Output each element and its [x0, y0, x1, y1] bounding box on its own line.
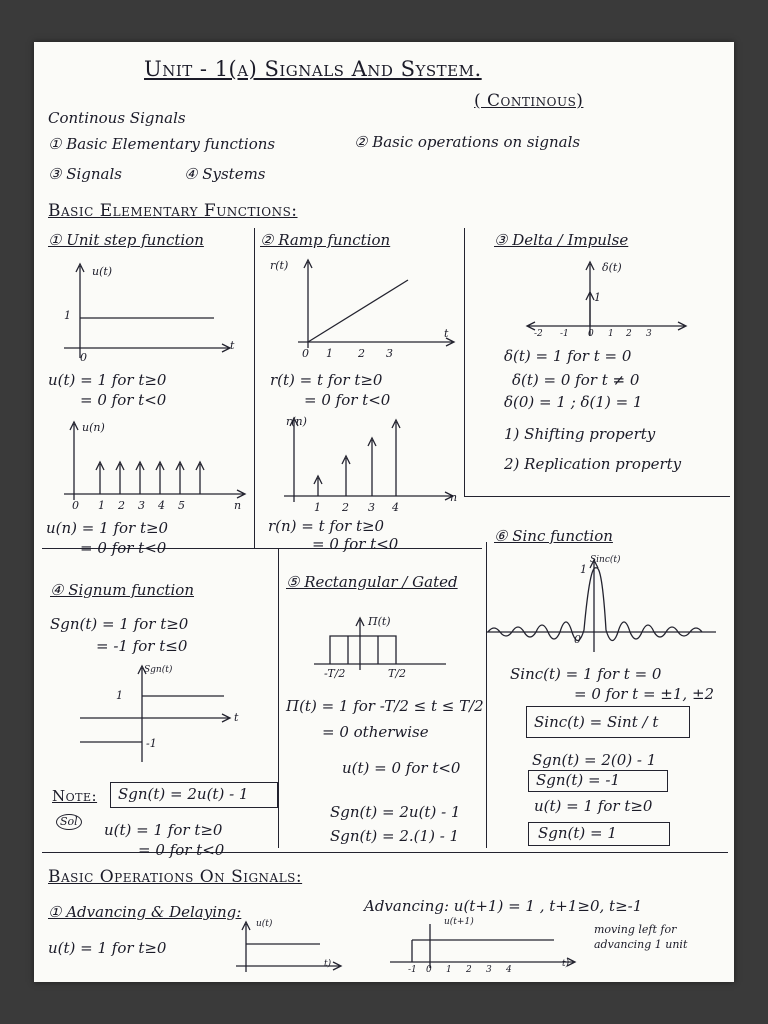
step-title: ① Unit step function — [48, 231, 204, 249]
signum-pos: 1 — [116, 689, 123, 702]
ramp-ddef-1: r(n) = t for t≥0 — [268, 517, 385, 535]
notebook-page — [34, 42, 734, 982]
divider — [464, 228, 465, 496]
delta-tick: -1 — [560, 329, 569, 339]
topic-line: Continous Signals — [48, 109, 186, 127]
ops-tick: -1 — [408, 965, 417, 975]
step-nlabel: n — [234, 499, 242, 512]
signum-ylabel: Sgn(t) — [144, 665, 173, 675]
delta-tick: 0 — [588, 329, 594, 339]
step-tick: 2 — [118, 499, 125, 512]
delta-tick: 1 — [608, 329, 614, 339]
delta-tick: 2 — [626, 329, 632, 339]
sinc-sol-4: Sgn(t) = 1 — [538, 824, 617, 842]
ramp-tick: 1 — [326, 347, 333, 360]
ops-tl1: t) — [324, 959, 332, 969]
ramp-tick: 2 — [358, 347, 365, 360]
step-dlabel: u(n) — [82, 421, 105, 434]
ramp-dtick: 3 — [368, 501, 375, 514]
note-formula: Sgn(t) = 2u(t) - 1 — [118, 785, 249, 803]
rect-left: -T/2 — [324, 667, 346, 680]
delta-ylabel: δ(t) — [602, 261, 622, 274]
step-tlabel: t — [230, 339, 235, 352]
ramp-tlabel: t — [444, 327, 449, 340]
topic-item-3: ③ Signals — [48, 165, 122, 183]
signum-sol-1: u(t) = 1 for t≥0 — [104, 821, 223, 839]
sinc-formula: Sinc(t) = Sint / t — [534, 713, 659, 731]
ops-yl2: u(t+1) — [444, 917, 474, 927]
ramp-dtick: 4 — [392, 501, 399, 514]
section-basic-functions: Basic Elementary Functions: — [48, 201, 298, 221]
divider — [464, 496, 730, 497]
rect-def-2: = 0 otherwise — [322, 723, 429, 741]
sinc-sol-2: Sgn(t) = -1 — [536, 771, 620, 789]
delta-property-2: 2) Replication property — [504, 455, 682, 473]
step-origin: 0 — [80, 351, 87, 364]
divider — [278, 548, 279, 848]
topic-item-2: ② Basic operations on signals — [354, 133, 581, 151]
step-one: 1 — [64, 309, 71, 322]
sinc-def-2: = 0 for t = ±1, ±2 — [574, 685, 715, 703]
signum-sol-2: = 0 for t<0 — [138, 841, 225, 859]
ops-tick: 1 — [446, 965, 452, 975]
rect-right: T/2 — [388, 667, 407, 680]
ops-step-plot — [230, 918, 350, 974]
ops-tick: 3 — [486, 965, 492, 975]
ramp-discrete-plot — [270, 414, 458, 510]
signum-def-2: = -1 for t≤0 — [96, 637, 188, 655]
topic-item-1: ① Basic Elementary functions — [48, 135, 276, 153]
step-def-1: u(t) = 1 for t≥0 — [48, 371, 167, 389]
ramp-plot — [268, 256, 458, 356]
sinc-def-1: Sinc(t) = 1 for t = 0 — [510, 665, 662, 683]
ops-def-1: u(t) = 1 for t≥0 — [48, 939, 167, 957]
section-basic-operations: Basic Operations On Signals: — [48, 867, 303, 887]
ramp-def-1: r(t) = t for t≥0 — [270, 371, 383, 389]
ramp-nlabel: n — [450, 491, 458, 504]
ramp-dtick: 2 — [342, 501, 349, 514]
ops-tl2: t) — [562, 959, 570, 969]
signum-title: ④ Signum function — [50, 581, 194, 599]
page-title: Unit - 1(a) Signals And System. — [144, 57, 482, 81]
rect-sol-2: Sgn(t) = 2u(t) - 1 — [330, 803, 461, 821]
delta-tick: -2 — [534, 329, 543, 339]
step-tick: 1 — [98, 499, 105, 512]
ops-tick: 2 — [466, 965, 472, 975]
sinc-plot — [484, 552, 724, 656]
sinc-title: ⑥ Sinc function — [494, 527, 613, 545]
ops-tick: 4 — [506, 965, 512, 975]
topic-item-4: ④ Systems — [184, 165, 266, 183]
signum-plot — [74, 662, 244, 766]
note-label: Note: — [52, 787, 98, 805]
ops-yl1: u(t) — [256, 919, 273, 929]
ramp-tick: 0 — [302, 347, 309, 360]
step-ddef-2: = 0 for t<0 — [80, 539, 167, 557]
sinc-ylabel: Sinc(t) — [590, 555, 621, 565]
ramp-tick: 3 — [386, 347, 393, 360]
ramp-def-2: = 0 for t<0 — [304, 391, 391, 409]
sol-badge: Sol — [56, 814, 82, 830]
sinc-one: 1 — [580, 563, 587, 576]
sinc-sol-1: Sgn(t) = 2(0) - 1 — [532, 751, 657, 769]
delta-title: ③ Delta / Impulse — [494, 231, 629, 249]
ops-advancing: Advancing: u(t+1) = 1 , t+1≥0, t≥-1 — [364, 897, 643, 915]
ramp-title: ② Ramp function — [260, 231, 391, 249]
sinc-sol-3: u(t) = 1 for t≥0 — [534, 797, 653, 815]
delta-one: 1 — [594, 291, 601, 304]
signum-tlabel: t — [234, 711, 239, 724]
step-tick: 5 — [178, 499, 185, 512]
ops-note: moving left for advancing 1 unit — [594, 923, 688, 952]
delta-tick: 3 — [646, 329, 652, 339]
ramp-dlabel: r(n) — [286, 415, 307, 428]
rect-def-1: Π(t) = 1 for -T/2 ≤ t ≤ T/2 — [286, 697, 484, 715]
signum-def-1: Sgn(t) = 1 for t≥0 — [50, 615, 189, 633]
ramp-ddef-2: = 0 for t<0 — [312, 535, 399, 553]
ramp-ylabel: r(t) — [270, 259, 289, 272]
delta-def-3: δ(0) = 1 ; δ(1) = 1 — [504, 393, 643, 411]
step-tick: 0 — [72, 499, 79, 512]
delta-def-1: δ(t) = 1 for t = 0 — [504, 347, 632, 365]
ops-title: ① Advancing & Delaying: — [48, 903, 242, 921]
delta-property-1: 1) Shifting property — [504, 425, 656, 443]
divider — [254, 228, 255, 548]
delta-def-2: δ(t) = 0 for t ≠ 0 — [512, 371, 640, 389]
sinc-zero: 0 — [574, 633, 581, 646]
ops-tick: 0 — [426, 965, 432, 975]
step-tick: 4 — [158, 499, 165, 512]
rect-sol-3: Sgn(t) = 2.(1) - 1 — [330, 827, 460, 845]
step-ddef-1: u(n) = 1 for t≥0 — [46, 519, 169, 537]
rect-sol-1: u(t) = 0 for t<0 — [342, 759, 461, 777]
step-def-2: = 0 for t<0 — [80, 391, 167, 409]
rect-title: ⑤ Rectangular / Gated — [286, 573, 458, 591]
step-tick: 3 — [138, 499, 145, 512]
ramp-dtick: 1 — [314, 501, 321, 514]
signum-neg: -1 — [146, 737, 157, 750]
step-ylabel: u(t) — [92, 265, 113, 278]
page-subtitle: ( Continous) — [474, 91, 584, 111]
rect-ylabel: Π(t) — [368, 615, 391, 628]
